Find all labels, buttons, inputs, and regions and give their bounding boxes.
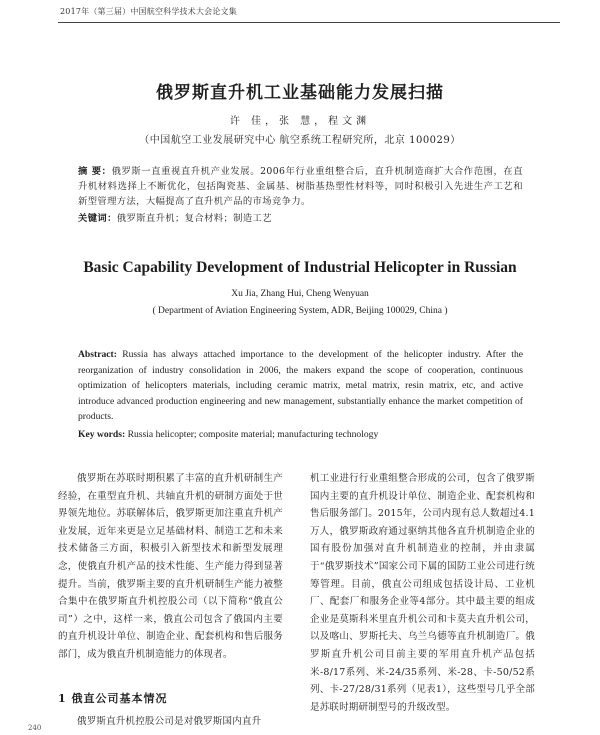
section-heading: 1 俄直公司基本情况: [58, 692, 168, 705]
english-abstract-label: Abstract:: [78, 349, 117, 360]
chinese-abstract-text: 俄罗斯一直重视直升机产业发展。2006年行业重组整合后，直升机制造商扩大合作范围，在直升机材料选择上不断优化，包括陶瓷基、金属基、树脂基热塑性材料等，同时积极引入先进生产工艺和新型管理方法，大幅提高了直升机产品的市场竞争力。: [78, 166, 523, 207]
body-left-column: [58, 470, 283, 664]
english-abstract-text: Russia has always attached importance to the development of the helicopter industry. After the reorganization of industry consolidation in 2006, the makers expand the scope of cooperation, continuous optimization of helicopters materials, including ceramic matrix, metal matrix, resin matrix, etc, and active introduce advanced production engineering and new management, substantially enhance the market competition of products.: [78, 349, 523, 423]
chinese-keywords: [78, 210, 523, 224]
chinese-keywords-label: 关键词：: [78, 213, 117, 224]
header-rule: [58, 22, 560, 23]
chinese-keywords-text: 俄罗斯直升机；复合材料；制造工艺: [116, 213, 272, 224]
page-number: 240: [28, 724, 42, 732]
chinese-abstract-label: 摘 要：: [78, 166, 112, 177]
english-authors: Xu Jia, Zhang Hui, Cheng Wenyuan: [231, 289, 369, 299]
english-keywords-text: Russia helicopter; composite material; manufacturing technology: [127, 429, 379, 440]
english-keywords-label: Key words:: [78, 429, 126, 440]
english-title: Basic Capability Development of Industrial Helicopter in Russian: [83, 259, 517, 276]
body-left-paragraph: 俄罗斯在苏联时期积累了丰富的直升机研制生产经验，在重型直升机、共轴直升机的研制方面处于世界领先地位。苏联解体后，俄罗斯更加注重直升机产业发展，近年来更是立足基础材料、制造工艺和未来技术储备三方面，积极引入新型技术和新型发展理念，使俄直升机产品的技术性能、生产能力得到显著提升。当前，俄罗斯主要的直升机研制生产能力被整合集中在俄罗斯直升机控股公司（以下简称“俄直公司”）之中，这样一来，俄直公司包含了俄国内主要的直升机设计单位、制造企业、配套机构和售后服务部门，成为俄直升机制造能力的体现者。: [58, 473, 283, 660]
english-keywords: [78, 429, 523, 440]
body-right-column: [310, 470, 535, 716]
english-abstract: [78, 347, 523, 425]
body-right-paragraph: 机工业进行行业重组整合形成的公司，包含了俄罗斯国内主要的直升机设计单位、制造企业、配套机构和售后服务部门。2015年，公司内现有总人数超过4.1万人，俄罗斯政府通过驱纳其他各直升机制造企业的国有股份加强对直升机制造业的控制，并由隶属于“俄罗斯技术”国家公司下属的国防工业公司进行统筹管理。目前，俄直公司组成包括设计局、工业机厂、配套厂和服务企业等4部分。其中最主要的组成企业是莫斯科米里直升机公司和卡莫夫直升机公司，以及喀山、罗斯托夫、乌兰乌德等直升机制造厂。俄罗斯直升机公司目前主要的军用直升机产品包括米-8/17系列、米-24/35系列、米-28、卡-50/52系列、卡-27/28/31系列（见表1），这些型号几乎全部是苏联时期研制型号的升级改型。: [310, 473, 535, 713]
chinese-abstract: [78, 164, 523, 209]
chinese-authors: 许 佳，张 慧，程文渊: [229, 116, 371, 127]
chinese-affiliation: （中国航空工业发展研究中心 航空系统工程研究所，北京 100029）: [139, 135, 461, 146]
running-header: 2017年（第三届）中国航空科学技术大会论文集: [60, 7, 237, 16]
section-first-line: 俄罗斯直升机控股公司是对俄罗斯国内直升: [77, 716, 262, 727]
chinese-title: 俄罗斯直升机工业基础能力发展扫描: [156, 83, 444, 103]
english-affiliation: ( Department of Aviation Engineering System, ADR, Beijing 100029, China ): [152, 306, 448, 316]
